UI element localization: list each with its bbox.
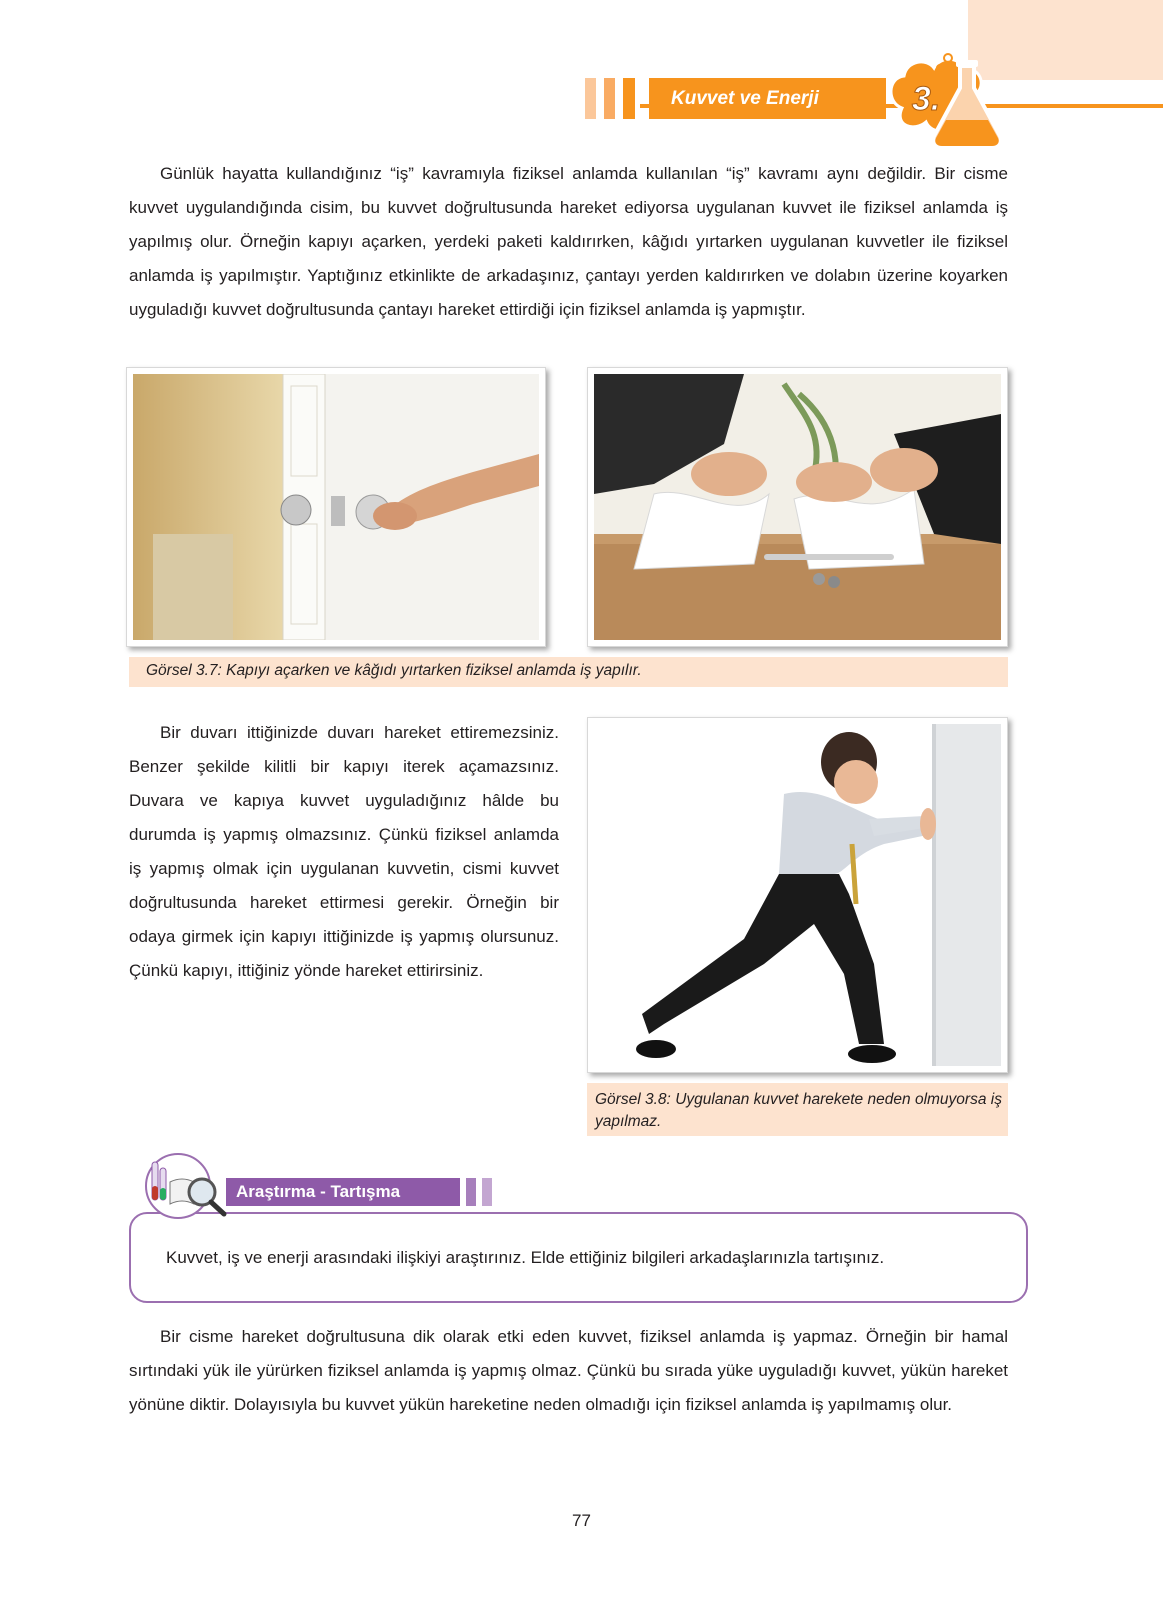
paragraph-wall-text: Bir duvarı ittiğinizde duvarı hareket ettiremezsiniz. Benzer şekilde kilitli bir kapıyı iterek açamazsınız. Duvara ve kapıya kuvvet uyguladığınız hâlde bu durumda iş yapmış olmazsınız. Çünkü fiziksel anlamda iş yapmış olmak için uygulanan kuvvetin, cismi kuvvet doğrultusunda hareket ettirmesi gerekir. Örneğin bir odaya girmek için kapıyı ittiğinizde iş yapmış olursunuz. Çünkü kapıyı, ittiğiniz yönde hareket ettirirsiniz. — [129, 723, 559, 980]
caption-figure-3-8: Görsel 3.8: Uygulanan kuvvet harekete neden olmuyorsa iş yapılmaz. — [587, 1083, 1008, 1136]
photo-paper-tearing — [587, 367, 1008, 647]
paper-tearing-image — [594, 374, 1001, 640]
research-text: Kuvvet, iş ve enerji arasındaki ilişkiyi araştırınız. Elde ettiğiniz bilgileri arkadaşlarınızla tartışınız. — [166, 1248, 885, 1267]
research-icon — [138, 1152, 236, 1222]
boy-pushing-wall-image — [594, 724, 1001, 1066]
paragraph-perpendicular-text: Bir cisme hareket doğrultusuna dik olarak etki eden kuvvet, fiziksel anlamda iş yapmaz. Örneğin bir hamal sırtındaki yük ile yürürken fiziksel anlamda iş yapmış olmaz. Çünkü bu sırada yüke uyguladığı kuvvet, yükün hareket yönüne diktir. Dolayısıyla bu kuvvet yükün hareketine neden olmadığı için fiziksel anlamda iş yapılmamış olur. — [129, 1327, 1008, 1414]
section-title: Kuvvet ve Enerji — [649, 78, 886, 119]
photo-boy-pushing-wall — [587, 717, 1008, 1073]
door-handle-image — [133, 374, 539, 640]
caption-figure-3-7: Görsel 3.7: Kapıyı açarken ve kâğıdı yırtarken fiziksel anlamda iş yapılır. — [129, 657, 1008, 687]
paragraph-intro-text: Günlük hayatta kullandığınız “iş” kavramıyla fiziksel anlamda kullanılan “iş” kavramı aynı değildir. Bir cisme kuvvet uygulandığında cisim, bu kuvvet doğrultusunda hareket ediyorsa uygulanan kuvvet ile fiziksel anlamda iş yapılmış olur. Örneğin kapıyı açarken, yerdeki paketi kaldırırken, kâğıdı yırtarken uygulanan kuvvetler ile fiziksel anlamda iş yapılmıştır. Yaptığınız etkinlikte de arkadaşınız, çantayı yerden kaldırırken ve dolabın üzerine koyarken uyguladığı kuvvet doğrultusunda çantayı hareket ettirdiği için fiziksel anlamda iş yapmıştır. — [129, 164, 1008, 319]
chapter-badge — [882, 48, 1022, 153]
research-stripe — [482, 1178, 492, 1206]
header-stripe — [604, 78, 615, 119]
chapter-number: 3. — [911, 80, 941, 118]
research-stripe — [450, 1178, 460, 1206]
paragraph-intro — [129, 157, 1008, 327]
research-stripe — [466, 1178, 476, 1206]
photo-door — [126, 367, 546, 647]
paragraph-wall — [129, 716, 559, 988]
paragraph-perpendicular — [129, 1320, 1008, 1422]
header-stripe — [585, 78, 596, 119]
page-number: 77 — [572, 1511, 591, 1530]
header-stripe — [623, 78, 635, 119]
research-label: Araştırma - Tartışma — [226, 1178, 454, 1206]
